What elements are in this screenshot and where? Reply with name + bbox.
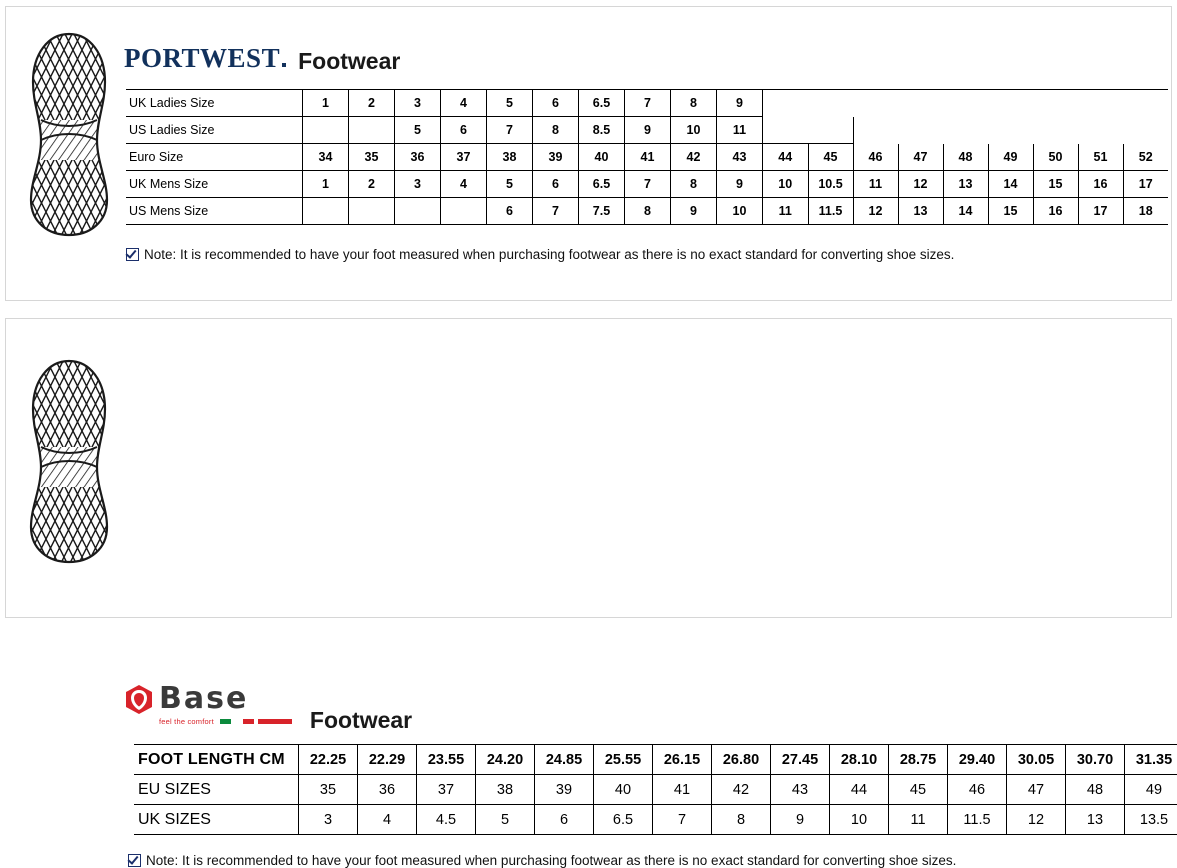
cell: 5 bbox=[487, 90, 533, 117]
cell: 14 bbox=[988, 171, 1033, 198]
cell: 3 bbox=[395, 90, 441, 117]
cell: 7.5 bbox=[579, 198, 625, 225]
row-label: US Mens Size bbox=[126, 198, 303, 225]
cell: 42 bbox=[712, 775, 771, 805]
cell: 13 bbox=[1066, 805, 1125, 835]
cell: 42 bbox=[671, 144, 717, 171]
table-row bbox=[126, 198, 1168, 225]
cell: 9 bbox=[717, 171, 763, 198]
cell: 11.5 bbox=[948, 805, 1007, 835]
cell: 7 bbox=[487, 117, 533, 144]
cell-empty bbox=[1123, 117, 1168, 144]
cell: 49 bbox=[988, 144, 1033, 171]
portwest-logo-text: PORTWEST bbox=[124, 45, 286, 72]
cell: 6 bbox=[487, 198, 533, 225]
cell-empty bbox=[853, 117, 898, 144]
cell: 10 bbox=[763, 171, 809, 198]
check-box-icon bbox=[128, 854, 141, 867]
cell: 10 bbox=[717, 198, 763, 225]
cell: 4 bbox=[358, 805, 417, 835]
cell: 1 bbox=[303, 171, 349, 198]
check-box-icon bbox=[126, 248, 139, 261]
base-tagline: feel the comfort bbox=[159, 717, 214, 726]
cell: 27.45 bbox=[771, 745, 830, 775]
cell: 8 bbox=[625, 198, 671, 225]
cell: 16 bbox=[1078, 171, 1123, 198]
cell: 22.29 bbox=[358, 745, 417, 775]
cell: 8 bbox=[712, 805, 771, 835]
cell: 10 bbox=[830, 805, 889, 835]
cell: 4.5 bbox=[417, 805, 476, 835]
note-text: Note: It is recommended to have your foot measured when purchasing footwear as there is no exact standard for converting shoe sizes. bbox=[146, 853, 956, 868]
cell: 11 bbox=[853, 171, 898, 198]
row-label: US Ladies Size bbox=[126, 117, 303, 144]
cell: 47 bbox=[1007, 775, 1066, 805]
shoe-sole-icon bbox=[28, 359, 110, 564]
cell: 10.5 bbox=[808, 171, 853, 198]
portwest-size-chart-panel bbox=[5, 6, 1172, 301]
cell-empty bbox=[763, 117, 809, 144]
cell-empty bbox=[1123, 90, 1168, 117]
cell: 48 bbox=[1066, 775, 1125, 805]
row-label: UK Mens Size bbox=[126, 171, 303, 198]
cell bbox=[349, 117, 395, 144]
cell-empty bbox=[808, 90, 853, 117]
cell: 8 bbox=[671, 171, 717, 198]
cell bbox=[303, 198, 349, 225]
base-brand-name: Base bbox=[159, 684, 296, 714]
cell: 49 bbox=[1125, 775, 1177, 805]
cell: 18 bbox=[1123, 198, 1168, 225]
cell: 40 bbox=[579, 144, 625, 171]
cell: 17 bbox=[1123, 171, 1168, 198]
cell: 36 bbox=[395, 144, 441, 171]
cell: 39 bbox=[535, 775, 594, 805]
cell: 23.55 bbox=[417, 745, 476, 775]
base-note bbox=[128, 853, 956, 868]
cell: 37 bbox=[441, 144, 487, 171]
cell: 44 bbox=[830, 775, 889, 805]
cell: 8 bbox=[671, 90, 717, 117]
cell: 11 bbox=[889, 805, 948, 835]
cell: 41 bbox=[625, 144, 671, 171]
table-row bbox=[126, 90, 1168, 117]
base-logo bbox=[126, 684, 296, 726]
cell: 15 bbox=[1033, 171, 1078, 198]
cell: 30.70 bbox=[1066, 745, 1125, 775]
cell: 12 bbox=[898, 171, 943, 198]
cell: 13 bbox=[898, 198, 943, 225]
cell-empty bbox=[1033, 117, 1078, 144]
cell-empty bbox=[763, 90, 809, 117]
cell: 6 bbox=[533, 90, 579, 117]
cell: 40 bbox=[594, 775, 653, 805]
cell: 45 bbox=[889, 775, 948, 805]
cell: 30.05 bbox=[1007, 745, 1066, 775]
cell-empty bbox=[1078, 90, 1123, 117]
cell: 5 bbox=[476, 805, 535, 835]
base-footwear-label: Footwear bbox=[310, 709, 412, 732]
cell: 24.85 bbox=[535, 745, 594, 775]
cell: 6 bbox=[535, 805, 594, 835]
cell: 36 bbox=[358, 775, 417, 805]
cell-empty bbox=[898, 90, 943, 117]
cell: 5 bbox=[395, 117, 441, 144]
cell: 9 bbox=[625, 117, 671, 144]
cell-empty bbox=[988, 90, 1033, 117]
cell: 26.15 bbox=[653, 745, 712, 775]
table-row bbox=[134, 775, 1177, 805]
cell: 28.75 bbox=[889, 745, 948, 775]
table-row bbox=[126, 117, 1168, 144]
cell-empty bbox=[1078, 117, 1123, 144]
shoe-sole-icon bbox=[28, 32, 110, 237]
cell: 35 bbox=[349, 144, 395, 171]
cell: 4 bbox=[441, 171, 487, 198]
cell: 29.40 bbox=[948, 745, 1007, 775]
cell: 51 bbox=[1078, 144, 1123, 171]
portwest-size-table bbox=[126, 89, 1168, 225]
base-size-chart-panel bbox=[5, 318, 1172, 618]
cell: 37 bbox=[417, 775, 476, 805]
row-label: UK SIZES bbox=[134, 805, 299, 835]
cell-empty bbox=[988, 117, 1033, 144]
cell: 52 bbox=[1123, 144, 1168, 171]
cell: 6.5 bbox=[579, 90, 625, 117]
cell: 9 bbox=[771, 805, 830, 835]
cell: 1 bbox=[303, 90, 349, 117]
base-wordmark bbox=[159, 684, 296, 726]
cell: 17 bbox=[1078, 198, 1123, 225]
cell: 35 bbox=[299, 775, 358, 805]
cell: 50 bbox=[1033, 144, 1078, 171]
cell bbox=[349, 198, 395, 225]
row-label: Euro Size bbox=[126, 144, 303, 171]
cell: 16 bbox=[1033, 198, 1078, 225]
table-row bbox=[134, 745, 1177, 775]
cell: 28.10 bbox=[830, 745, 889, 775]
cell: 24.20 bbox=[476, 745, 535, 775]
cell: 11 bbox=[717, 117, 763, 144]
portwest-brand-header bbox=[124, 45, 400, 72]
base-tagline-row bbox=[159, 717, 296, 726]
cell: 41 bbox=[653, 775, 712, 805]
cell: 7 bbox=[533, 198, 579, 225]
portwest-footwear-label: Footwear bbox=[298, 50, 400, 73]
table-row bbox=[126, 144, 1168, 171]
cell: 5 bbox=[487, 171, 533, 198]
cell: 13 bbox=[943, 171, 988, 198]
cell: 47 bbox=[898, 144, 943, 171]
cell: 6 bbox=[533, 171, 579, 198]
cell: 43 bbox=[717, 144, 763, 171]
cell: 38 bbox=[476, 775, 535, 805]
cell: 8.5 bbox=[579, 117, 625, 144]
cell: 11.5 bbox=[808, 198, 853, 225]
cell: 9 bbox=[717, 90, 763, 117]
cell: 13.5 bbox=[1125, 805, 1177, 835]
cell: 12 bbox=[853, 198, 898, 225]
cell: 9 bbox=[671, 198, 717, 225]
cell: 10 bbox=[671, 117, 717, 144]
portwest-logo-dot bbox=[282, 63, 286, 67]
cell: 2 bbox=[349, 90, 395, 117]
table-row bbox=[134, 805, 1177, 835]
cell: 48 bbox=[943, 144, 988, 171]
cell: 46 bbox=[948, 775, 1007, 805]
cell-empty bbox=[943, 117, 988, 144]
cell: 38 bbox=[487, 144, 533, 171]
cell-empty bbox=[808, 117, 853, 144]
cell: 15 bbox=[988, 198, 1033, 225]
cell: 3 bbox=[299, 805, 358, 835]
cell: 22.25 bbox=[299, 745, 358, 775]
italy-flag-icon bbox=[220, 719, 254, 724]
cell: 3 bbox=[395, 171, 441, 198]
cell: 46 bbox=[853, 144, 898, 171]
cell: 7 bbox=[625, 90, 671, 117]
cell: 26.80 bbox=[712, 745, 771, 775]
cell: 8 bbox=[533, 117, 579, 144]
base-hex-icon bbox=[126, 685, 152, 714]
cell: 7 bbox=[625, 171, 671, 198]
cell: 44 bbox=[763, 144, 809, 171]
cell: 12 bbox=[1007, 805, 1066, 835]
cell-empty bbox=[898, 117, 943, 144]
red-bar-icon bbox=[258, 719, 292, 724]
cell bbox=[441, 198, 487, 225]
cell: 6.5 bbox=[579, 171, 625, 198]
cell: 4 bbox=[441, 90, 487, 117]
cell bbox=[303, 117, 349, 144]
cell: 31.35 bbox=[1125, 745, 1177, 775]
row-label: EU SIZES bbox=[134, 775, 299, 805]
base-size-table bbox=[134, 744, 1177, 835]
cell-empty bbox=[1033, 90, 1078, 117]
row-label: UK Ladies Size bbox=[126, 90, 303, 117]
cell-empty bbox=[853, 90, 898, 117]
base-brand-header bbox=[126, 684, 412, 726]
cell bbox=[395, 198, 441, 225]
portwest-note bbox=[126, 247, 954, 262]
cell: 25.55 bbox=[594, 745, 653, 775]
cell: 39 bbox=[533, 144, 579, 171]
cell: 34 bbox=[303, 144, 349, 171]
cell: 14 bbox=[943, 198, 988, 225]
cell: 11 bbox=[763, 198, 809, 225]
cell: 6.5 bbox=[594, 805, 653, 835]
cell: 45 bbox=[808, 144, 853, 171]
cell: 43 bbox=[771, 775, 830, 805]
cell: 2 bbox=[349, 171, 395, 198]
row-label: FOOT LENGTH CM bbox=[134, 745, 299, 775]
cell-empty bbox=[943, 90, 988, 117]
cell: 6 bbox=[441, 117, 487, 144]
note-text: Note: It is recommended to have your foot measured when purchasing footwear as there is no exact standard for converting shoe sizes. bbox=[144, 247, 954, 262]
cell: 7 bbox=[653, 805, 712, 835]
table-row bbox=[126, 171, 1168, 198]
